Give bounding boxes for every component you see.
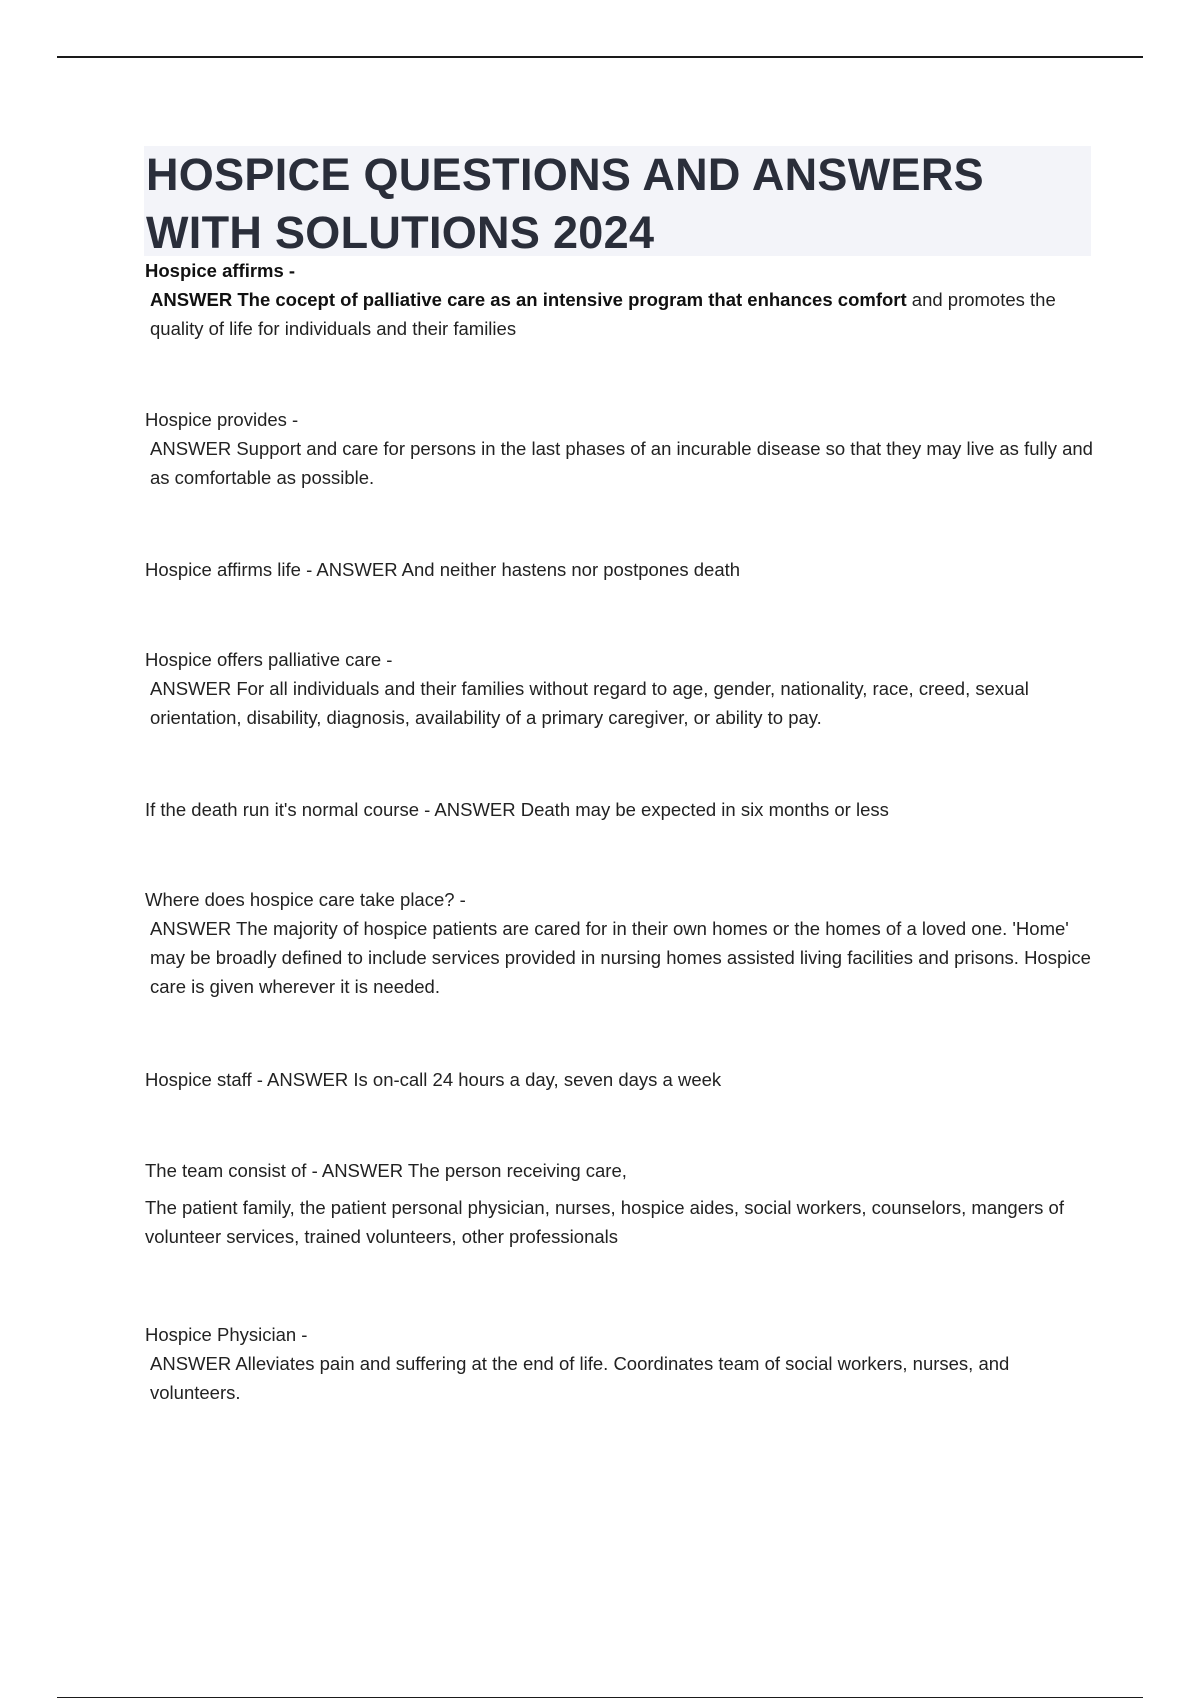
title-block bbox=[144, 146, 1091, 256]
answer-text: ANSWER And neither hastens nor postpones death bbox=[316, 559, 741, 580]
answer-bold-text: ANSWER The cocept of palliative care as an intensive program that enhances comfort bbox=[150, 289, 907, 310]
qa-item-8 bbox=[145, 1156, 1095, 1251]
qa-item-2 bbox=[145, 405, 1095, 492]
title-line-1: HOSPICE QUESTIONS AND ANSWERS bbox=[146, 149, 984, 200]
answer-rest-text: and promotes the quality of life for individuals and their families bbox=[150, 289, 1056, 339]
top-rule bbox=[57, 56, 1143, 58]
question-text: If the death run it's normal course - bbox=[145, 799, 435, 820]
answer-text: ANSWER Alleviates pain and suffering at the end of life. Coordinates team of social workers, nurses, and volunteers. bbox=[150, 1353, 1010, 1403]
question-text: Hospice Physician - bbox=[145, 1324, 308, 1345]
qa-item-3 bbox=[145, 555, 1095, 584]
answer-text bbox=[145, 285, 1095, 343]
answer-text: ANSWER For all individuals and their families without regard to age, gender, nationality, race, creed, sexual orientation, disability, diagnosis, availability of a primary caregiver, or ability to pay. bbox=[150, 678, 1029, 728]
qa-item-6 bbox=[145, 885, 1095, 1001]
qa-item-7 bbox=[145, 1065, 1095, 1094]
answer-text: ANSWER Support and care for persons in the last phases of an incurable disease so that they may live as fully and as comfortable as possible. bbox=[150, 438, 1093, 488]
answer-text: ANSWER The majority of hospice patients are cared for in their own homes or the homes of a loved one. 'Home' may be broadly defined to include services provided in nursing homes assisted living facilities and prisons. Hospice care is given wherever it is needed. bbox=[150, 918, 1091, 997]
qa-line bbox=[145, 1160, 627, 1181]
qa-item-5 bbox=[145, 795, 1095, 824]
page-title bbox=[144, 146, 1091, 262]
answer-text: ANSWER Death may be expected in six months or less bbox=[434, 799, 889, 820]
qa-item-9 bbox=[145, 1320, 1095, 1407]
question-text: Hospice staff - bbox=[145, 1069, 268, 1090]
question-text: Where does hospice care take place? - bbox=[145, 889, 466, 910]
qa-item-4 bbox=[145, 645, 1095, 732]
qa-item-1 bbox=[145, 256, 1095, 343]
question-text: Hospice affirms life - bbox=[145, 559, 317, 580]
answer-text: ANSWER The person receiving care, bbox=[321, 1160, 627, 1181]
question-text: The team consist of - bbox=[145, 1160, 322, 1181]
question-text: Hospice provides - bbox=[145, 409, 299, 430]
title-line-2: WITH SOLUTIONS 2024 bbox=[146, 207, 655, 258]
answer-text: ANSWER Is on-call 24 hours a day, seven days a week bbox=[267, 1069, 722, 1090]
question-text: Hospice affirms - bbox=[145, 260, 296, 281]
question-text: Hospice offers palliative care - bbox=[145, 649, 393, 670]
bottom-rule bbox=[57, 1697, 1143, 1698]
answer-extra-text: The patient family, the patient personal physician, nurses, hospice aides, social workers, counselors, mangers of volunteer services, trained volunteers, other professionals bbox=[145, 1197, 1064, 1247]
